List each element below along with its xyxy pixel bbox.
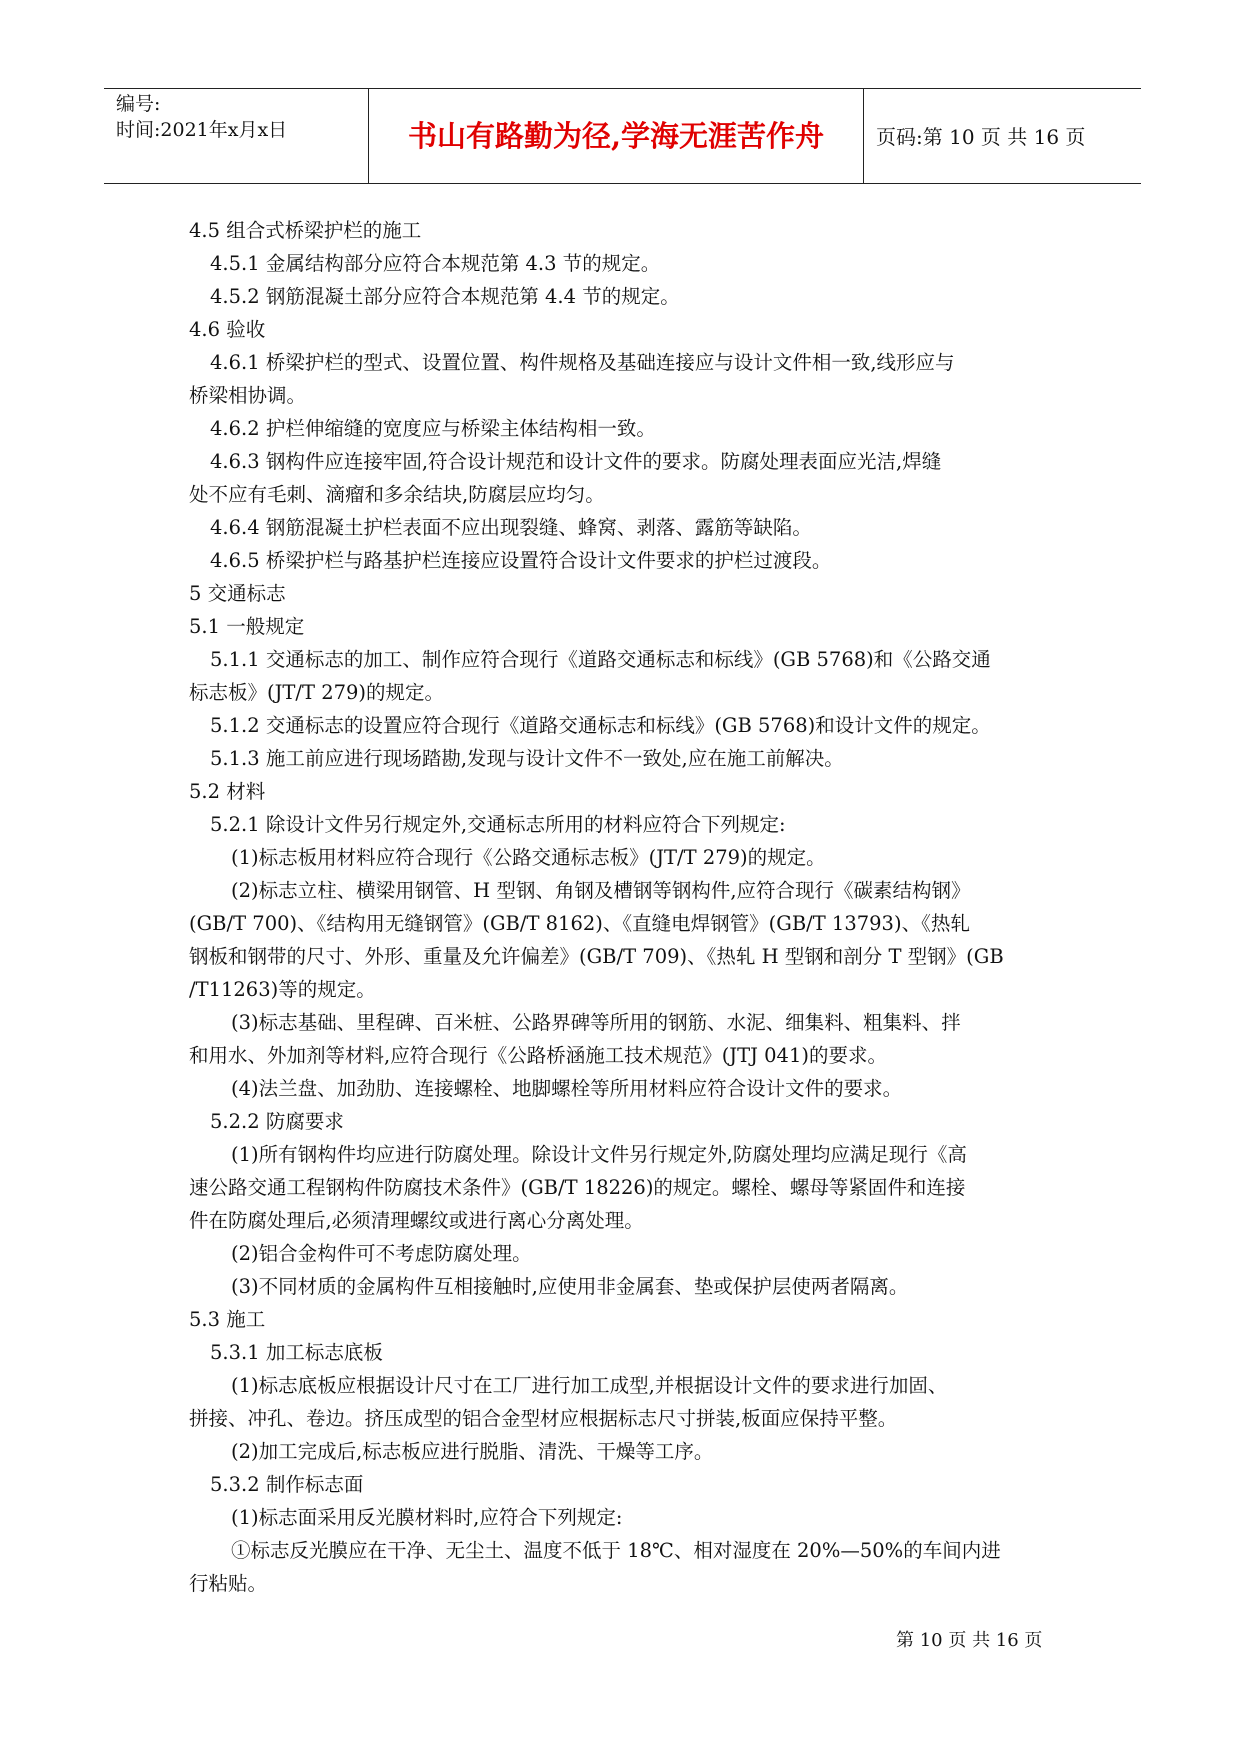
paragraph-line: 4.6 验收 <box>189 318 266 341</box>
paragraph-line: 件在防腐处理后,必须清理螺纹或进行离心分离处理。 <box>189 1209 644 1232</box>
paragraph-line: 4.5.2 钢筋混凝土部分应符合本规范第 4.4 节的规定。 <box>210 285 680 308</box>
paragraph-line: 4.6.4 钢筋混凝土护栏表面不应出现裂缝、蜂窝、剥落、露筋等缺陷。 <box>210 516 812 539</box>
header-motto: 书山有路勤为径,学海无涯苦作舟 <box>407 119 825 153</box>
paragraph-line: 5.2 材料 <box>189 780 266 803</box>
paragraph-line: /T11263)等的规定。 <box>189 978 376 1001</box>
paragraph-line: ①标志反光膜应在干净、无尘土、温度不低于 18℃、相对湿度在 20%—50%的车间内进 <box>231 1539 1001 1562</box>
paragraph-line: (3)不同材质的金属构件互相接触时,应使用非金属套、垫或保护层使两者隔离。 <box>231 1275 909 1298</box>
paragraph-line: 4.6.3 钢构件应连接牢固,符合设计规范和设计文件的要求。防腐处理表面应光洁,焊缝 <box>210 450 942 473</box>
paragraph-line: 5.1.1 交通标志的加工、制作应符合现行《道路交通标志和标线》(GB 5768)和《公路交通 <box>210 648 991 671</box>
paragraph-line: 4.5.1 金属结构部分应符合本规范第 4.3 节的规定。 <box>210 252 661 275</box>
header-page-cell <box>864 89 1141 183</box>
paragraph-line: (1)标志板用材料应符合现行《公路交通标志板》(JT/T 279)的规定。 <box>231 846 826 869</box>
paragraph-line: 5.1.3 施工前应进行现场踏勘,发现与设计文件不一致处,应在施工前解决。 <box>210 747 844 770</box>
paragraph-line: 钢板和钢带的尺寸、外形、重量及允许偏差》(GB/T 709)、《热轧 H 型钢和剖分 T 型钢》(GB <box>189 945 1004 968</box>
paragraph-line: (2)标志立柱、横梁用钢管、H 型钢、角钢及槽钢等钢构件,应符合现行《碳素结构钢》 <box>231 879 971 902</box>
header-page-code: 页码:第 10 页 共 16 页 <box>876 125 1086 149</box>
paragraph-line: (4)法兰盘、加劲肋、连接螺栓、地脚螺栓等所用材料应符合设计文件的要求。 <box>231 1077 903 1100</box>
paragraph-line: 4.6.2 护栏伸缩缝的宽度应与桥梁主体结构相一致。 <box>210 417 656 440</box>
paragraph-line: 5.3.2 制作标志面 <box>210 1473 364 1496</box>
paragraph-line: 4.5 组合式桥梁护栏的施工 <box>189 219 422 242</box>
document-time-label: 时间:2021年x月x日 <box>116 119 288 141</box>
paragraph-line: 处不应有毛刺、滴瘤和多余结块,防腐层应均匀。 <box>189 483 605 506</box>
paragraph-line: 标志板》(JT/T 279)的规定。 <box>189 681 445 704</box>
paragraph-line: 5.2.2 防腐要求 <box>210 1110 344 1133</box>
paragraph-line: (1)标志底板应根据设计尺寸在工厂进行加工成型,并根据设计文件的要求进行加固、 <box>231 1374 948 1397</box>
paragraph-line: 和用水、外加剂等材料,应符合现行《公路桥涵施工技术规范》(JTJ 041)的要求。 <box>189 1044 887 1067</box>
paragraph-line: 4.6.5 桥梁护栏与路基护栏连接应设置符合设计文件要求的护栏过渡段。 <box>210 549 832 572</box>
document-number-label: 编号: <box>116 93 161 115</box>
paragraph-line: 5.3.1 加工标志底板 <box>210 1341 383 1364</box>
paragraph-line: 5.2.1 除设计文件另行规定外,交通标志所用的材料应符合下列规定: <box>210 813 786 836</box>
paragraph-line: (1)标志面采用反光膜材料时,应符合下列规定: <box>231 1506 623 1529</box>
paragraph-line: 5 交通标志 <box>189 582 286 605</box>
paragraph-line: 速公路交通工程钢构件防腐技术条件》(GB/T 18226)的规定。螺栓、螺母等紧固件和连接 <box>189 1176 966 1199</box>
header-motto-cell <box>369 89 864 183</box>
paragraph-line: (3)标志基础、里程碑、百米桩、公路界碑等所用的钢筋、水泥、细集料、粗集料、拌 <box>231 1011 961 1034</box>
paragraph-line: (2)铝合金构件可不考虑防腐处理。 <box>231 1242 532 1265</box>
paragraph-line: 行粘贴。 <box>189 1572 268 1595</box>
paragraph-line: (GB/T 700)、《结构用无缝钢管》(GB/T 8162)、《直缝电焊钢管》(GB/T 13793)、《热轧 <box>189 912 970 935</box>
paragraph-line: 桥梁相协调。 <box>189 384 307 407</box>
document-body <box>189 214 1059 1600</box>
paragraph-line: 5.3 施工 <box>189 1308 266 1331</box>
paragraph-line: (1)所有钢构件均应进行防腐处理。除设计文件另行规定外,防腐处理均应满足现行《高 <box>231 1143 967 1166</box>
paragraph-line: 5.1 一般规定 <box>189 615 305 638</box>
header-info-cell <box>104 89 369 183</box>
page-footer: 第 10 页 共 16 页 <box>896 1630 1043 1651</box>
paragraph-line: 拼接、冲孔、卷边。挤压成型的铝合金型材应根据标志尺寸拼装,板面应保持平整。 <box>189 1407 898 1430</box>
document-header <box>104 88 1141 184</box>
paragraph-line: (2)加工完成后,标志板应进行脱脂、清洗、干燥等工序。 <box>231 1440 714 1463</box>
paragraph-line: 4.6.1 桥梁护栏的型式、设置位置、构件规格及基础连接应与设计文件相一致,线形应与 <box>210 351 955 374</box>
paragraph-line: 5.1.2 交通标志的设置应符合现行《道路交通标志和标线》(GB 5768)和设计文件的规定。 <box>210 714 991 737</box>
